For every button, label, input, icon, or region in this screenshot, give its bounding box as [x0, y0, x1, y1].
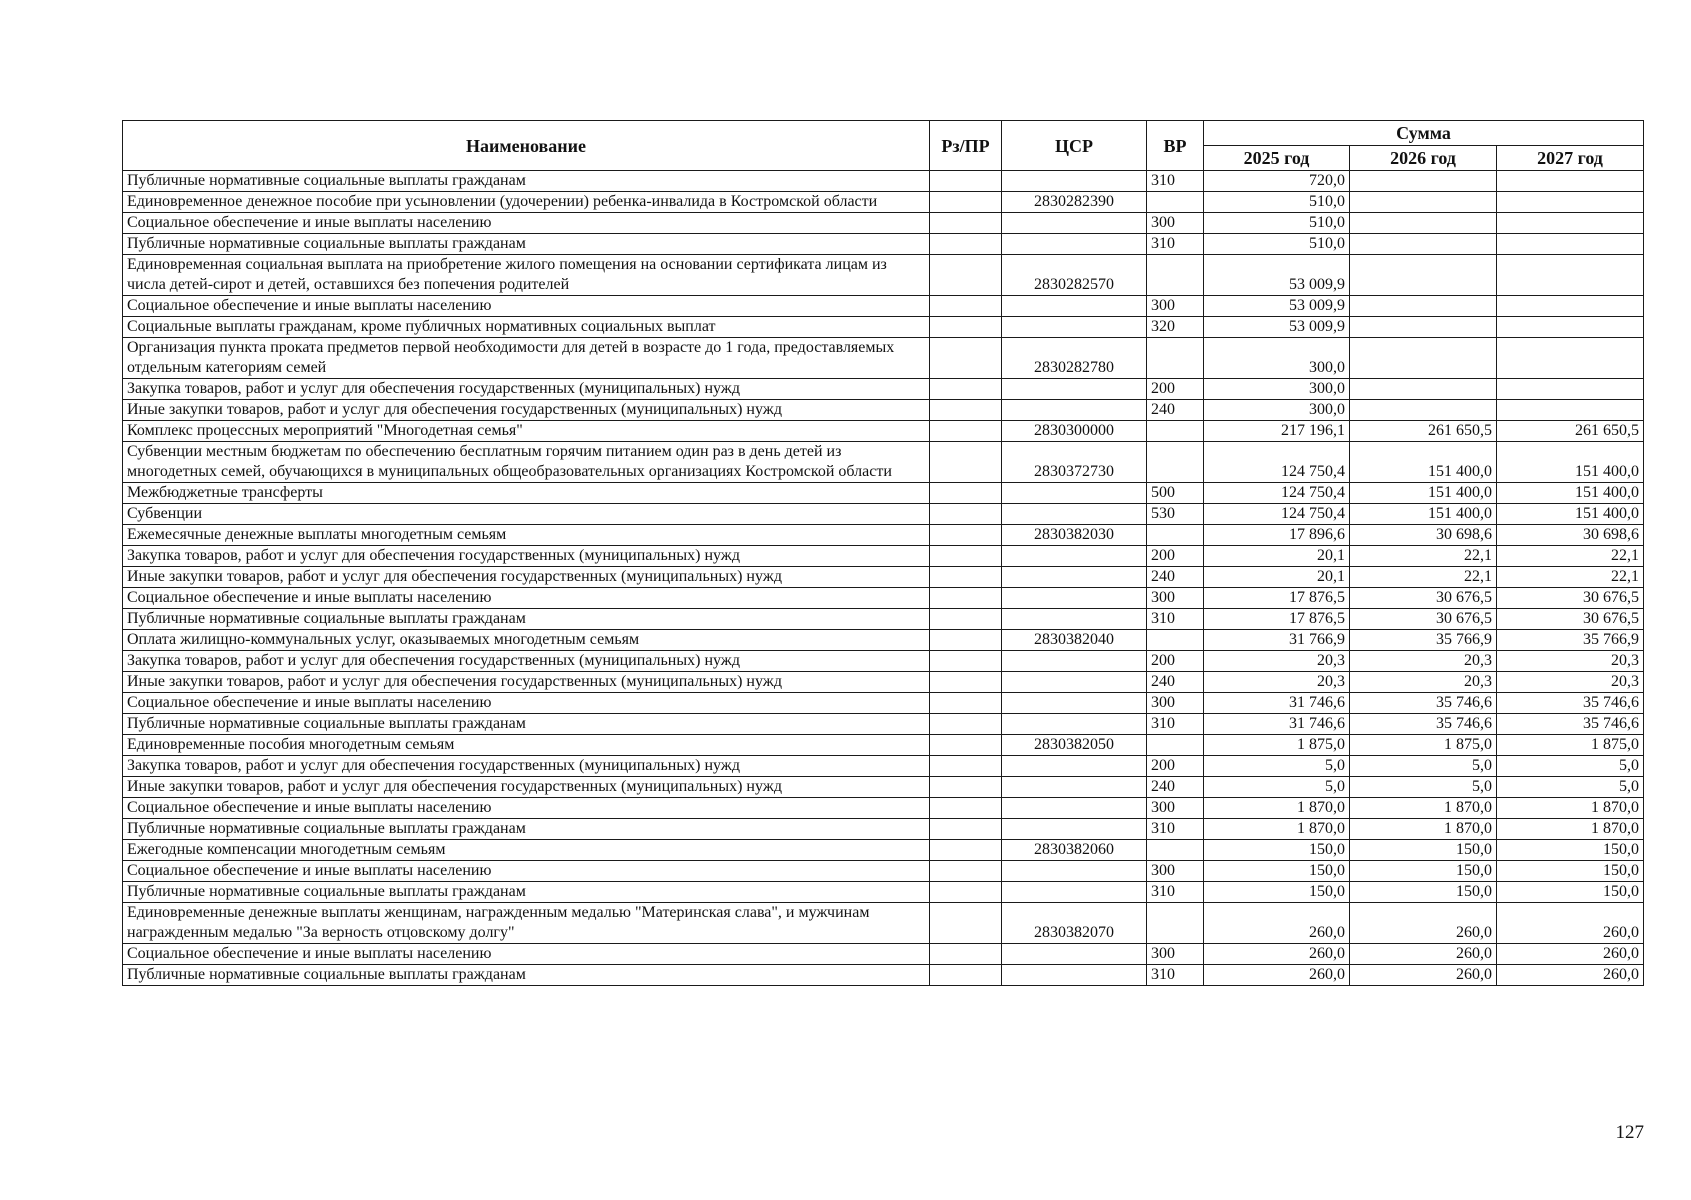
row-name: Публичные нормативные социальные выплаты гражданам — [123, 819, 930, 840]
row-vr — [1147, 255, 1204, 296]
row-vr — [1147, 735, 1204, 756]
row-csr: 2830382050 — [1002, 735, 1147, 756]
row-sum-2025: 53 009,9 — [1204, 317, 1350, 338]
row-vr: 310 — [1147, 819, 1204, 840]
row-vr — [1147, 840, 1204, 861]
row-sum-2026: 1 870,0 — [1350, 819, 1497, 840]
row-csr — [1002, 317, 1147, 338]
row-csr — [1002, 861, 1147, 882]
row-rz-pr — [930, 735, 1002, 756]
row-name: Публичные нормативные социальные выплаты гражданам — [123, 714, 930, 735]
table-row — [123, 651, 1644, 672]
row-rz-pr — [930, 379, 1002, 400]
row-sum-2025: 510,0 — [1204, 234, 1350, 255]
row-rz-pr — [930, 400, 1002, 421]
table-row — [123, 861, 1644, 882]
row-name: Публичные нормативные социальные выплаты гражданам — [123, 609, 930, 630]
row-rz-pr — [930, 255, 1002, 296]
row-name: Иные закупки товаров, работ и услуг для обеспечения государственных (муниципальных) нужд — [123, 777, 930, 798]
table-row — [123, 234, 1644, 255]
row-csr — [1002, 171, 1147, 192]
row-vr — [1147, 442, 1204, 483]
row-sum-2026 — [1350, 255, 1497, 296]
row-rz-pr — [930, 756, 1002, 777]
row-rz-pr — [930, 546, 1002, 567]
row-rz-pr — [930, 840, 1002, 861]
table-row — [123, 379, 1644, 400]
row-sum-2026: 150,0 — [1350, 840, 1497, 861]
row-sum-2027: 35 766,9 — [1497, 630, 1644, 651]
table-header — [123, 121, 1644, 171]
row-sum-2027 — [1497, 296, 1644, 317]
row-csr: 2830382030 — [1002, 525, 1147, 546]
row-sum-2027: 150,0 — [1497, 861, 1644, 882]
row-name: Закупка товаров, работ и услуг для обеспечения государственных (муниципальных) нужд — [123, 546, 930, 567]
row-sum-2026: 22,1 — [1350, 546, 1497, 567]
row-sum-2027 — [1497, 338, 1644, 379]
row-vr: 240 — [1147, 567, 1204, 588]
row-vr: 300 — [1147, 693, 1204, 714]
row-sum-2025: 217 196,1 — [1204, 421, 1350, 442]
row-vr — [1147, 338, 1204, 379]
row-sum-2025: 5,0 — [1204, 756, 1350, 777]
row-sum-2026 — [1350, 296, 1497, 317]
row-vr — [1147, 525, 1204, 546]
row-csr — [1002, 672, 1147, 693]
row-sum-2026: 150,0 — [1350, 861, 1497, 882]
row-sum-2027: 260,0 — [1497, 965, 1644, 986]
table-row — [123, 630, 1644, 651]
row-vr — [1147, 192, 1204, 213]
row-vr: 310 — [1147, 609, 1204, 630]
row-sum-2026 — [1350, 171, 1497, 192]
row-sum-2026: 30 676,5 — [1350, 588, 1497, 609]
row-sum-2025: 150,0 — [1204, 861, 1350, 882]
row-vr: 320 — [1147, 317, 1204, 338]
row-vr: 300 — [1147, 861, 1204, 882]
table-row — [123, 213, 1644, 234]
row-sum-2027 — [1497, 192, 1644, 213]
row-csr — [1002, 504, 1147, 525]
row-sum-2026: 20,3 — [1350, 651, 1497, 672]
row-vr: 200 — [1147, 756, 1204, 777]
table-row — [123, 442, 1644, 483]
row-sum-2027: 22,1 — [1497, 567, 1644, 588]
budget-table — [122, 120, 1644, 986]
table-row — [123, 400, 1644, 421]
row-rz-pr — [930, 798, 1002, 819]
header-year-2027: 2027 год — [1497, 146, 1644, 171]
row-csr: 2830382040 — [1002, 630, 1147, 651]
table-row — [123, 421, 1644, 442]
row-sum-2025: 31 766,9 — [1204, 630, 1350, 651]
row-csr: 2830282570 — [1002, 255, 1147, 296]
row-rz-pr — [930, 903, 1002, 944]
row-sum-2025: 510,0 — [1204, 192, 1350, 213]
row-vr: 530 — [1147, 504, 1204, 525]
table-row — [123, 171, 1644, 192]
row-rz-pr — [930, 693, 1002, 714]
row-vr: 240 — [1147, 672, 1204, 693]
row-sum-2026: 260,0 — [1350, 944, 1497, 965]
table-row — [123, 693, 1644, 714]
row-sum-2026: 35 746,6 — [1350, 693, 1497, 714]
table-row — [123, 965, 1644, 986]
row-vr: 300 — [1147, 296, 1204, 317]
row-name: Иные закупки товаров, работ и услуг для обеспечения государственных (муниципальных) нужд — [123, 672, 930, 693]
row-sum-2025: 53 009,9 — [1204, 255, 1350, 296]
row-rz-pr — [930, 213, 1002, 234]
row-sum-2025: 260,0 — [1204, 965, 1350, 986]
row-sum-2026: 150,0 — [1350, 882, 1497, 903]
row-vr: 310 — [1147, 234, 1204, 255]
row-sum-2027: 35 746,6 — [1497, 693, 1644, 714]
row-vr: 500 — [1147, 483, 1204, 504]
row-csr — [1002, 777, 1147, 798]
table-row — [123, 672, 1644, 693]
row-name: Единовременное денежное пособие при усыновлении (удочерении) ребенка-инвалида в Костромской области — [123, 192, 930, 213]
row-rz-pr — [930, 714, 1002, 735]
row-sum-2027: 260,0 — [1497, 903, 1644, 944]
row-rz-pr — [930, 651, 1002, 672]
row-csr — [1002, 567, 1147, 588]
row-sum-2027: 1 875,0 — [1497, 735, 1644, 756]
row-name: Ежегодные компенсации многодетным семьям — [123, 840, 930, 861]
row-csr: 2830282780 — [1002, 338, 1147, 379]
row-vr: 240 — [1147, 400, 1204, 421]
table-row — [123, 756, 1644, 777]
row-rz-pr — [930, 171, 1002, 192]
row-vr — [1147, 630, 1204, 651]
header-year-2025: 2025 год — [1204, 146, 1350, 171]
row-csr — [1002, 965, 1147, 986]
row-csr — [1002, 756, 1147, 777]
row-sum-2025: 20,3 — [1204, 651, 1350, 672]
row-sum-2027: 151 400,0 — [1497, 442, 1644, 483]
row-sum-2027: 151 400,0 — [1497, 504, 1644, 525]
row-rz-pr — [930, 442, 1002, 483]
row-sum-2025: 53 009,9 — [1204, 296, 1350, 317]
row-rz-pr — [930, 296, 1002, 317]
row-sum-2025: 150,0 — [1204, 840, 1350, 861]
row-name: Закупка товаров, работ и услуг для обеспечения государственных (муниципальных) нужд — [123, 651, 930, 672]
row-vr — [1147, 421, 1204, 442]
row-name: Единовременные денежные выплаты женщинам, награжденным медалью "Материнская слава", и мужчинам награжденным медалью "За верность отцовскому долгу" — [123, 903, 930, 944]
row-sum-2026 — [1350, 234, 1497, 255]
row-sum-2027 — [1497, 171, 1644, 192]
row-name: Публичные нормативные социальные выплаты гражданам — [123, 965, 930, 986]
row-csr — [1002, 819, 1147, 840]
row-name: Субвенции — [123, 504, 930, 525]
row-csr — [1002, 483, 1147, 504]
row-name: Организация пункта проката предметов первой необходимости для детей в возрасте до 1 года, предоставляемых отдельным категориям семей — [123, 338, 930, 379]
row-name: Иные закупки товаров, работ и услуг для обеспечения государственных (муниципальных) нужд — [123, 400, 930, 421]
row-name: Ежемесячные денежные выплаты многодетным семьям — [123, 525, 930, 546]
row-rz-pr — [930, 192, 1002, 213]
row-csr: 2830282390 — [1002, 192, 1147, 213]
row-sum-2026: 30 676,5 — [1350, 609, 1497, 630]
row-vr: 310 — [1147, 714, 1204, 735]
row-name: Межбюджетные трансферты — [123, 483, 930, 504]
row-sum-2026: 20,3 — [1350, 672, 1497, 693]
row-sum-2025: 124 750,4 — [1204, 483, 1350, 504]
row-sum-2025: 124 750,4 — [1204, 504, 1350, 525]
row-sum-2025: 31 746,6 — [1204, 714, 1350, 735]
row-rz-pr — [930, 630, 1002, 651]
row-csr — [1002, 379, 1147, 400]
row-csr — [1002, 296, 1147, 317]
table-row — [123, 735, 1644, 756]
row-csr — [1002, 213, 1147, 234]
row-sum-2025: 1 875,0 — [1204, 735, 1350, 756]
row-vr: 200 — [1147, 379, 1204, 400]
table-row — [123, 588, 1644, 609]
row-vr: 200 — [1147, 546, 1204, 567]
row-sum-2027: 1 870,0 — [1497, 819, 1644, 840]
row-sum-2025: 720,0 — [1204, 171, 1350, 192]
table-row — [123, 192, 1644, 213]
row-vr: 300 — [1147, 588, 1204, 609]
table-row — [123, 882, 1644, 903]
table-row — [123, 317, 1644, 338]
row-sum-2026 — [1350, 338, 1497, 379]
row-csr — [1002, 234, 1147, 255]
row-sum-2026: 35 766,9 — [1350, 630, 1497, 651]
row-rz-pr — [930, 567, 1002, 588]
table-row — [123, 525, 1644, 546]
row-sum-2027: 22,1 — [1497, 546, 1644, 567]
row-sum-2027 — [1497, 400, 1644, 421]
table-row — [123, 777, 1644, 798]
row-sum-2026: 151 400,0 — [1350, 504, 1497, 525]
table-row — [123, 798, 1644, 819]
row-name: Оплата жилищно-коммунальных услуг, оказываемых многодетным семьям — [123, 630, 930, 651]
header-sum: Сумма — [1204, 121, 1644, 146]
row-rz-pr — [930, 588, 1002, 609]
row-name: Публичные нормативные социальные выплаты гражданам — [123, 882, 930, 903]
row-rz-pr — [930, 819, 1002, 840]
row-sum-2026: 151 400,0 — [1350, 483, 1497, 504]
row-sum-2025: 1 870,0 — [1204, 798, 1350, 819]
table-row — [123, 714, 1644, 735]
table-body — [123, 171, 1644, 986]
table-row — [123, 296, 1644, 317]
row-sum-2025: 20,3 — [1204, 672, 1350, 693]
row-sum-2026: 1 870,0 — [1350, 798, 1497, 819]
row-sum-2027 — [1497, 234, 1644, 255]
row-sum-2026: 22,1 — [1350, 567, 1497, 588]
row-name: Субвенции местным бюджетам по обеспечению бесплатным горячим питанием один раз в день детей из многодетных семей, обучающихся в муниципальных общеобразовательных организациях Костромской области — [123, 442, 930, 483]
row-sum-2026: 151 400,0 — [1350, 442, 1497, 483]
row-rz-pr — [930, 234, 1002, 255]
row-rz-pr — [930, 317, 1002, 338]
row-vr: 300 — [1147, 213, 1204, 234]
row-vr: 310 — [1147, 171, 1204, 192]
row-sum-2025: 150,0 — [1204, 882, 1350, 903]
row-csr: 2830300000 — [1002, 421, 1147, 442]
row-sum-2027 — [1497, 213, 1644, 234]
row-vr: 200 — [1147, 651, 1204, 672]
row-name: Иные закупки товаров, работ и услуг для обеспечения государственных (муниципальных) нужд — [123, 567, 930, 588]
row-rz-pr — [930, 861, 1002, 882]
page-number: 127 — [1615, 1122, 1644, 1143]
row-rz-pr — [930, 965, 1002, 986]
row-sum-2025: 17 896,6 — [1204, 525, 1350, 546]
row-name: Закупка товаров, работ и услуг для обеспечения государственных (муниципальных) нужд — [123, 756, 930, 777]
row-sum-2027: 20,3 — [1497, 672, 1644, 693]
row-name: Комплекс процессных мероприятий "Многодетная семья" — [123, 421, 930, 442]
row-sum-2027: 1 870,0 — [1497, 798, 1644, 819]
row-sum-2026 — [1350, 317, 1497, 338]
header-csr: ЦСР — [1002, 121, 1147, 171]
row-rz-pr — [930, 421, 1002, 442]
row-name: Единовременные пособия многодетным семьям — [123, 735, 930, 756]
row-name: Социальное обеспечение и иные выплаты населению — [123, 798, 930, 819]
row-sum-2027 — [1497, 379, 1644, 400]
header-rz-pr: Рз/ПР — [930, 121, 1002, 171]
row-sum-2026 — [1350, 379, 1497, 400]
row-csr — [1002, 588, 1147, 609]
row-name: Социальное обеспечение и иные выплаты населению — [123, 693, 930, 714]
row-csr: 2830382070 — [1002, 903, 1147, 944]
row-rz-pr — [930, 609, 1002, 630]
row-sum-2025: 1 870,0 — [1204, 819, 1350, 840]
row-csr — [1002, 882, 1147, 903]
row-csr — [1002, 714, 1147, 735]
row-sum-2025: 17 876,5 — [1204, 609, 1350, 630]
row-sum-2027: 260,0 — [1497, 944, 1644, 965]
row-rz-pr — [930, 525, 1002, 546]
table-row — [123, 546, 1644, 567]
row-csr — [1002, 944, 1147, 965]
row-sum-2025: 300,0 — [1204, 379, 1350, 400]
row-vr: 300 — [1147, 944, 1204, 965]
row-sum-2027 — [1497, 317, 1644, 338]
row-rz-pr — [930, 483, 1002, 504]
table-row — [123, 903, 1644, 944]
row-sum-2026: 30 698,6 — [1350, 525, 1497, 546]
row-csr: 2830382060 — [1002, 840, 1147, 861]
row-sum-2027: 30 698,6 — [1497, 525, 1644, 546]
row-sum-2027: 5,0 — [1497, 756, 1644, 777]
row-rz-pr — [930, 338, 1002, 379]
table-row — [123, 819, 1644, 840]
row-name: Публичные нормативные социальные выплаты гражданам — [123, 234, 930, 255]
row-sum-2026: 260,0 — [1350, 965, 1497, 986]
row-rz-pr — [930, 777, 1002, 798]
row-sum-2025: 260,0 — [1204, 944, 1350, 965]
row-sum-2025: 510,0 — [1204, 213, 1350, 234]
row-vr — [1147, 903, 1204, 944]
row-sum-2027: 261 650,5 — [1497, 421, 1644, 442]
row-sum-2026: 260,0 — [1350, 903, 1497, 944]
table-row — [123, 255, 1644, 296]
row-sum-2025: 20,1 — [1204, 567, 1350, 588]
row-csr — [1002, 651, 1147, 672]
row-csr — [1002, 693, 1147, 714]
row-sum-2026: 261 650,5 — [1350, 421, 1497, 442]
row-sum-2027: 30 676,5 — [1497, 588, 1644, 609]
header-year-2026: 2026 год — [1350, 146, 1497, 171]
row-name: Социальное обеспечение и иные выплаты населению — [123, 861, 930, 882]
row-name: Публичные нормативные социальные выплаты гражданам — [123, 171, 930, 192]
row-name: Социальное обеспечение и иные выплаты населению — [123, 588, 930, 609]
row-rz-pr — [930, 504, 1002, 525]
row-rz-pr — [930, 882, 1002, 903]
row-sum-2026 — [1350, 400, 1497, 421]
row-sum-2027: 35 746,6 — [1497, 714, 1644, 735]
row-sum-2025: 31 746,6 — [1204, 693, 1350, 714]
table-row — [123, 944, 1644, 965]
row-sum-2025: 260,0 — [1204, 903, 1350, 944]
row-sum-2027 — [1497, 255, 1644, 296]
row-sum-2027: 150,0 — [1497, 840, 1644, 861]
row-csr — [1002, 798, 1147, 819]
row-vr: 300 — [1147, 798, 1204, 819]
table-row — [123, 609, 1644, 630]
row-sum-2026 — [1350, 192, 1497, 213]
header-vr: ВР — [1147, 121, 1204, 171]
header-name: Наименование — [123, 121, 930, 171]
row-sum-2027: 150,0 — [1497, 882, 1644, 903]
row-sum-2025: 124 750,4 — [1204, 442, 1350, 483]
row-name: Социальные выплаты гражданам, кроме публичных нормативных социальных выплат — [123, 317, 930, 338]
row-csr — [1002, 400, 1147, 421]
row-sum-2025: 20,1 — [1204, 546, 1350, 567]
table-row — [123, 483, 1644, 504]
row-sum-2025: 300,0 — [1204, 338, 1350, 379]
row-name: Закупка товаров, работ и услуг для обеспечения государственных (муниципальных) нужд — [123, 379, 930, 400]
table-row — [123, 840, 1644, 861]
row-sum-2025: 17 876,5 — [1204, 588, 1350, 609]
row-sum-2027: 30 676,5 — [1497, 609, 1644, 630]
table-row — [123, 504, 1644, 525]
row-rz-pr — [930, 672, 1002, 693]
row-sum-2026: 5,0 — [1350, 777, 1497, 798]
row-vr: 240 — [1147, 777, 1204, 798]
row-name: Социальное обеспечение и иные выплаты населению — [123, 213, 930, 234]
row-csr — [1002, 609, 1147, 630]
row-vr: 310 — [1147, 965, 1204, 986]
row-sum-2026: 5,0 — [1350, 756, 1497, 777]
row-name: Социальное обеспечение и иные выплаты населению — [123, 944, 930, 965]
table-row — [123, 338, 1644, 379]
row-sum-2027: 20,3 — [1497, 651, 1644, 672]
table-row — [123, 567, 1644, 588]
row-sum-2025: 300,0 — [1204, 400, 1350, 421]
row-sum-2026: 1 875,0 — [1350, 735, 1497, 756]
row-name: Социальное обеспечение и иные выплаты населению — [123, 296, 930, 317]
row-csr — [1002, 546, 1147, 567]
row-name: Единовременная социальная выплата на приобретение жилого помещения на основании сертификата лицам из числа детей-сирот и детей, оставшихся без попечения родителей — [123, 255, 930, 296]
row-sum-2025: 5,0 — [1204, 777, 1350, 798]
row-sum-2027: 5,0 — [1497, 777, 1644, 798]
row-rz-pr — [930, 944, 1002, 965]
row-csr: 2830372730 — [1002, 442, 1147, 483]
row-sum-2026: 35 746,6 — [1350, 714, 1497, 735]
row-sum-2027: 151 400,0 — [1497, 483, 1644, 504]
row-vr: 310 — [1147, 882, 1204, 903]
row-sum-2026 — [1350, 213, 1497, 234]
